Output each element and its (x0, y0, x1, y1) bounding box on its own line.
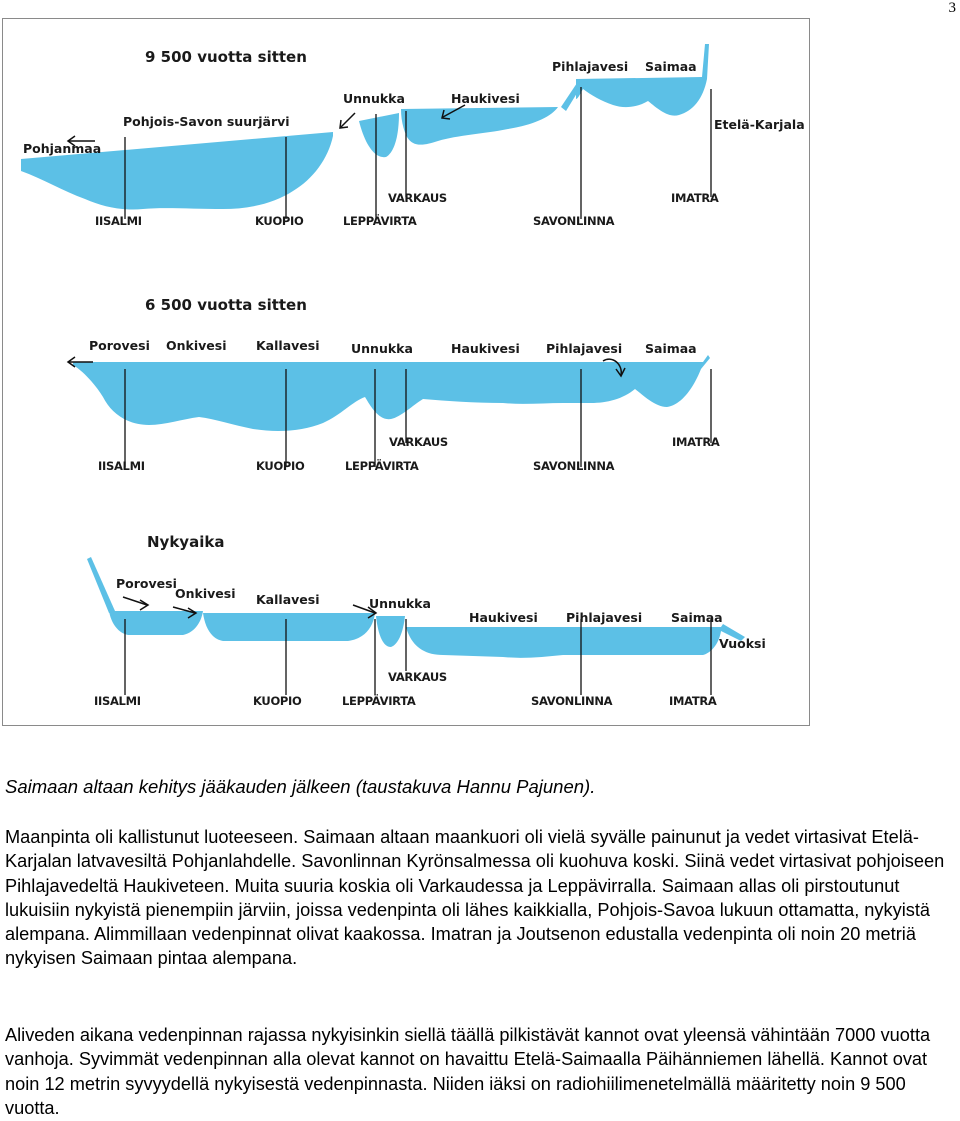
town-kuopio: KUOPIO (255, 214, 304, 228)
label-vuoksi: Vuoksi (719, 636, 766, 651)
panel-title: Nykyaika (147, 533, 225, 551)
lake-history-figure (2, 18, 810, 726)
label-unnukka: Unnukka (343, 91, 405, 106)
town-kuopio: KUOPIO (256, 459, 305, 473)
water-pihlajavesi-saimaa (576, 44, 709, 116)
water-kallavesi (203, 613, 375, 641)
label-saimaa: Saimaa (671, 610, 723, 625)
label-saimaa: Saimaa (645, 341, 697, 356)
label-pohjois-savon-suurjarvi: Pohjois-Savon suurjärvi (123, 114, 290, 129)
panel-nykyaika (87, 533, 766, 708)
town-iisalmi: IISALMI (94, 694, 141, 708)
page-number: 3 (948, 0, 956, 16)
label-unnukka: Unnukka (351, 341, 413, 356)
water-porovesi-onkivesi (109, 611, 203, 635)
town-imatra: IMATRA (669, 694, 717, 708)
label-kallavesi: Kallavesi (256, 338, 320, 353)
panel-6500 (68, 296, 720, 473)
water-porovesi-channel (87, 557, 115, 613)
label-pihlajavesi: Pihlajavesi (566, 610, 643, 625)
town-leppavirta: LEPPÄVIRTA (342, 694, 416, 708)
label-saimaa: Saimaa (645, 59, 697, 74)
label-porovesi: Porovesi (116, 576, 177, 591)
label-pihlajavesi: Pihlajavesi (546, 341, 623, 356)
label-haukivesi: Haukivesi (451, 341, 520, 356)
label-unnukka: Unnukka (369, 596, 431, 611)
label-pohjanmaa: Pohjanmaa (23, 141, 102, 156)
label-porovesi: Porovesi (89, 338, 150, 353)
town-kuopio: KUOPIO (253, 694, 302, 708)
water-unnukka (359, 113, 399, 157)
figure-caption: Saimaan altaan kehitys jääkauden jälkeen (taustakuva Hannu Pajunen). (5, 776, 596, 797)
label-kallavesi: Kallavesi (256, 592, 320, 607)
water-unnukka (376, 616, 405, 647)
label-haukivesi: Haukivesi (469, 610, 538, 625)
town-iisalmi: IISALMI (98, 459, 145, 473)
town-varkaus: VARKAUS (388, 191, 447, 205)
town-leppavirta: LEPPÄVIRTA (345, 459, 419, 473)
panel-title: 9 500 vuotta sitten (145, 48, 307, 66)
water-main-lake (73, 355, 710, 431)
label-etela-karjala: Etelä-Karjala (714, 117, 805, 132)
paragraph-1: Maanpinta oli kallistunut luoteeseen. Saimaan altaan maankuori oli vielä syvälle painunut ja vedet virtasivat Etelä-Karjalan latvavesiltä Pohjanlahdelle. Savonlinnan Kyrönsalmessa oli kuohuva koski. Siinä vedet virtasivat pohjoiseen Pihlajavedeltä Haukiveteen. Muita suuria koskia oli Varkaudessa ja Leppävirralla. Saimaan allas oli pirstoutunut lukuisiin nykyistä pienempiin järviin, joissa vedenpinta oli lähes kaikkialla, Pohjois-Savoa lukuun ottamatta, nykyistä alempana. Alimmillaan vedenpinnat olivat kaakossa. Imatran ja Joutsenon edustalla vedenpinta oli noin 20 metriä nykyisen Saimaan pintaa alempana. (5, 827, 945, 969)
town-savonlinna: SAVONLINNA (533, 214, 615, 228)
panel-title: 6 500 vuotta sitten (145, 296, 307, 314)
town-leppavirta: LEPPÄVIRTA (343, 214, 417, 228)
water-haukivesi (401, 107, 558, 145)
town-iisalmi: IISALMI (95, 214, 142, 228)
town-imatra: IMATRA (671, 191, 719, 205)
town-varkaus: VARKAUS (388, 670, 447, 684)
label-onkivesi: Onkivesi (166, 338, 227, 353)
label-pihlajavesi: Pihlajavesi (552, 59, 629, 74)
town-savonlinna: SAVONLINNA (533, 459, 615, 473)
water-haukivesi-saimaa (406, 624, 745, 658)
label-onkivesi: Onkivesi (175, 586, 236, 601)
town-imatra: IMATRA (672, 435, 720, 449)
town-varkaus: VARKAUS (389, 435, 448, 449)
label-haukivesi: Haukivesi (451, 91, 520, 106)
lake-cross-section-diagram (3, 19, 809, 725)
panel-9500 (21, 44, 805, 228)
arrow-unnukka (340, 113, 355, 128)
town-savonlinna: SAVONLINNA (531, 694, 613, 708)
water-kyronsalmi (561, 83, 582, 111)
arrow-porovesi (123, 597, 148, 610)
paragraph-2: Aliveden aikana vedenpinnan rajassa nykyisinkin siellä täällä pilkistävät kannot ovat yleensä vähintään 7000 vuotta vanhoja. Syvimmät vedenpinnan alla olevat kannot on havaittu Etelä-Saimaalla Päihänniemen lähellä. Kannot ovat noin 12 metrin syvyydellä nykyisestä vedenpinnasta. Niiden iäksi on radiohiilimenetelmällä määritetty noin 9 500 vuotta. (5, 1025, 931, 1118)
